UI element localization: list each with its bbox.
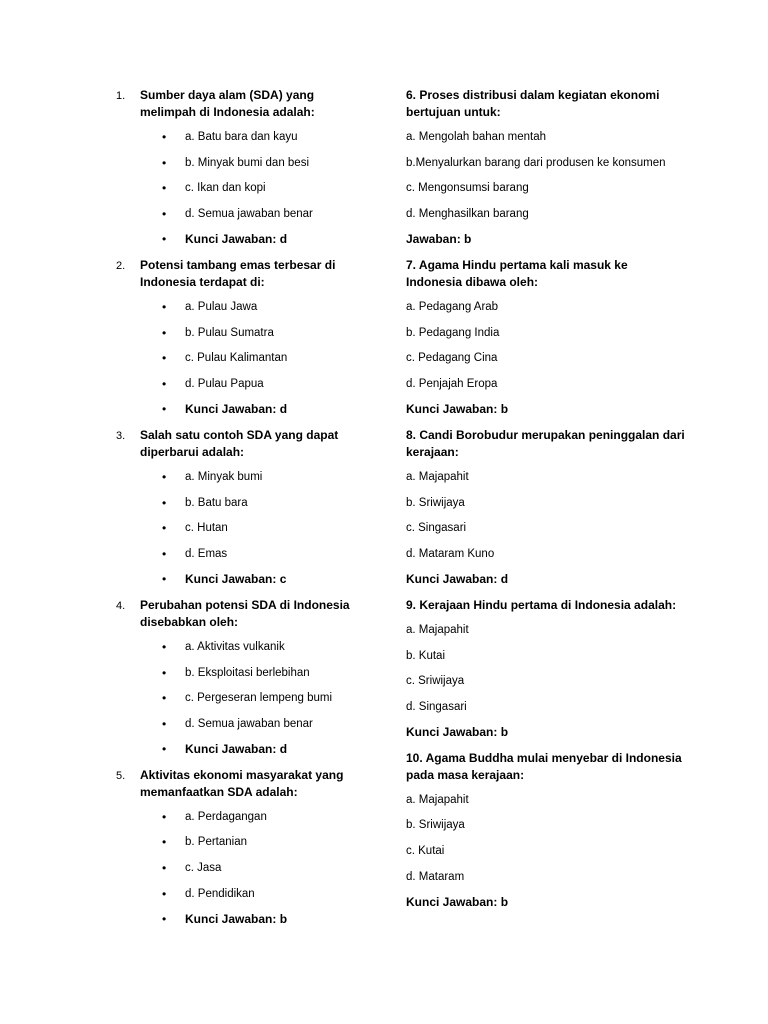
option-text: b. Minyak bumi dan besi	[185, 156, 310, 169]
answer-key	[107, 571, 372, 597]
question-text: Perubahan potensi SDA di Indonesia disebabkan oleh:	[140, 597, 350, 629]
bullet-icon: •	[162, 130, 167, 144]
option-d	[107, 376, 372, 402]
option-text: a. Minyak bumi	[185, 470, 263, 483]
option-text: c. Jasa	[185, 862, 222, 875]
question-3	[107, 427, 372, 597]
question-1	[107, 87, 372, 257]
answer-text: Kunci Jawaban: d	[185, 742, 288, 757]
question-number: 3.	[116, 429, 126, 442]
bullet-icon: •	[162, 716, 167, 731]
bullet-icon: •	[162, 639, 167, 654]
option-c	[107, 180, 372, 206]
bullet-icon: •	[162, 835, 167, 850]
question-9	[406, 597, 686, 750]
answer-key: Kunci Jawaban: b	[406, 402, 509, 417]
option-c: c. Sriwijaya	[406, 675, 465, 688]
option-text: a. Pulau Jawa	[185, 300, 258, 313]
option-a	[107, 129, 372, 155]
option-a	[107, 809, 372, 835]
bullet-icon: •	[162, 742, 167, 757]
option-a: a. Majapahit	[406, 623, 469, 636]
bullet-icon: •	[162, 206, 167, 221]
option-a: a. Pedagang Arab	[406, 300, 499, 313]
option-d: d. Mataram	[406, 870, 465, 883]
option-c: c. Kutai	[406, 845, 445, 858]
right-column	[406, 87, 686, 920]
question-5	[107, 767, 372, 937]
option-b	[107, 495, 372, 521]
answer-key: Kunci Jawaban: b	[406, 725, 509, 740]
answer-key: Kunci Jawaban: b	[406, 895, 509, 910]
option-text: c. Pergeseran lempeng bumi	[185, 692, 333, 705]
option-text: a. Aktivitas vulkanik	[185, 640, 285, 653]
option-text: a. Perdagangan	[185, 810, 267, 823]
bullet-icon: •	[162, 299, 167, 314]
option-d: d. Menghasilkan barang	[406, 207, 529, 220]
bullet-icon: •	[162, 691, 167, 706]
option-d: d. Penjajah Eropa	[406, 377, 498, 390]
question-number: 5.	[116, 769, 126, 782]
answer-key	[107, 911, 372, 937]
option-d	[107, 546, 372, 572]
question-10	[406, 750, 686, 920]
option-text: c. Pulau Kalimantan	[185, 352, 288, 365]
option-c	[107, 690, 372, 716]
option-d	[107, 206, 372, 232]
option-a: a. Majapahit	[406, 470, 469, 483]
option-text: b. Pulau Sumatra	[185, 326, 274, 339]
option-a: a. Mengolah bahan mentah	[406, 131, 547, 143]
option-b: b. Kutai	[406, 649, 445, 662]
option-a: a. Majapahit	[406, 793, 469, 806]
bullet-icon: •	[162, 376, 167, 391]
question-number: 1.	[116, 90, 126, 102]
option-b	[107, 834, 372, 860]
question-4	[107, 597, 372, 767]
option-b: b. Sriwijaya	[406, 819, 465, 832]
bullet-icon: •	[162, 912, 167, 927]
bullet-icon: •	[162, 809, 167, 824]
option-d	[107, 886, 372, 912]
bullet-icon: •	[162, 572, 167, 587]
option-d	[107, 716, 372, 742]
question-text: Sumber daya alam (SDA) yang melimpah di Indonesia adalah:	[140, 88, 315, 119]
answer-key: Jawaban: b	[406, 232, 472, 247]
bullet-icon: •	[162, 886, 167, 901]
option-text: d. Semua jawaban benar	[185, 207, 313, 220]
option-d: d. Singasari	[406, 700, 467, 713]
question-number: 2.	[116, 259, 126, 272]
left-column	[107, 87, 372, 937]
question-2	[107, 257, 372, 427]
option-c: c. Pedagang Cina	[406, 352, 498, 365]
question-text: Aktivitas ekonomi masyarakat yang memanfaatkan SDA adalah:	[140, 767, 344, 799]
option-text: d. Semua jawaban benar	[185, 717, 313, 730]
answer-key: Kunci Jawaban: d	[406, 572, 509, 587]
option-c	[107, 860, 372, 886]
question-7	[406, 257, 686, 427]
option-text: c. Ikan dan kopi	[185, 182, 266, 195]
answer-text: Kunci Jawaban: d	[185, 232, 288, 247]
bullet-icon: •	[162, 351, 167, 366]
option-text: d. Pendidikan	[185, 887, 255, 900]
option-text: c. Hutan	[185, 522, 228, 535]
answer-key	[107, 401, 372, 427]
question-number: 4.	[116, 599, 126, 612]
option-text: b. Eksploitasi berlebihan	[185, 666, 310, 679]
question-6	[406, 87, 686, 257]
question-text: Salah satu contoh SDA yang dapat diperbarui adalah:	[140, 427, 339, 459]
question-text: 9. Kerajaan Hindu pertama di Indonesia adalah:	[406, 597, 677, 612]
bullet-icon: •	[162, 155, 167, 170]
option-text: b. Pertanian	[185, 836, 248, 849]
option-d: d. Mataram Kuno	[406, 547, 495, 560]
bullet-icon: •	[162, 402, 167, 417]
answer-text: Kunci Jawaban: b	[185, 912, 288, 927]
option-c: c. Singasari	[406, 522, 467, 535]
option-a	[107, 299, 372, 325]
option-b: b. Pedagang India	[406, 326, 500, 339]
answer-key	[107, 741, 372, 767]
option-a	[107, 469, 372, 495]
option-b	[107, 665, 372, 691]
question-text: 7. Agama Hindu pertama kali masuk ke Indonesia dibawa oleh:	[406, 257, 628, 289]
answer-key	[107, 231, 372, 257]
bullet-icon: •	[162, 469, 167, 484]
option-b	[107, 155, 372, 181]
bullet-icon: •	[162, 232, 167, 247]
option-text: d. Emas	[185, 547, 228, 560]
option-a	[107, 639, 372, 665]
bullet-icon: •	[162, 546, 167, 561]
bullet-icon: •	[162, 521, 167, 536]
question-text: 10. Agama Buddha mulai menyebar di Indonesia pada masa kerajaan:	[406, 750, 682, 782]
bullet-icon: •	[162, 181, 167, 196]
bullet-icon: •	[162, 861, 167, 876]
bullet-icon: •	[162, 495, 167, 510]
option-b: b. Sriwijaya	[406, 496, 465, 509]
option-b	[107, 325, 372, 351]
option-text: b. Batu bara	[185, 496, 248, 509]
answer-text: Kunci Jawaban: d	[185, 402, 288, 417]
option-text: d. Pulau Papua	[185, 377, 264, 390]
bullet-icon: •	[162, 325, 167, 340]
question-text: 6. Proses distribusi dalam kegiatan ekonomi bertujuan untuk:	[406, 88, 660, 119]
option-c	[107, 520, 372, 546]
option-b: b.Menyalurkan barang dari produsen ke konsumen	[406, 156, 666, 169]
question-text: 8. Candi Borobudur merupakan peninggalan dari kerajaan:	[406, 427, 685, 459]
option-c	[107, 350, 372, 376]
question-8	[406, 427, 686, 597]
option-text: a. Batu bara dan kayu	[185, 131, 298, 143]
question-text: Potensi tambang emas terbesar di Indonesia terdapat di:	[140, 257, 336, 289]
option-c: c. Mengonsumsi barang	[406, 182, 529, 195]
answer-text: Kunci Jawaban: c	[185, 572, 287, 587]
bullet-icon: •	[162, 665, 167, 680]
